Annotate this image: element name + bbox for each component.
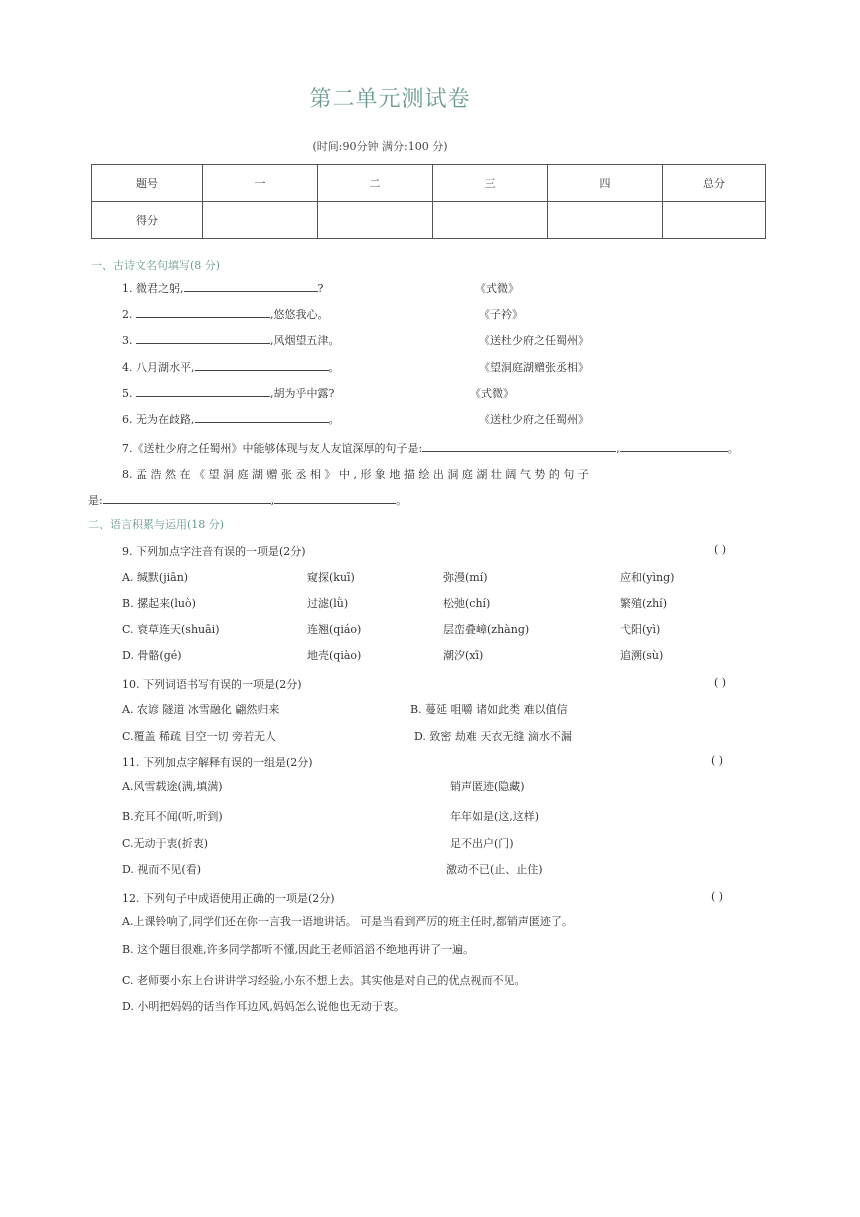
question-6: [122, 411, 340, 427]
question-2: [122, 306, 329, 322]
q7-end: 。: [727, 442, 739, 455]
q3-text: 3.: [122, 334, 136, 347]
q10-option-a: A. 农谚 隧道 冰雪融化 翩然归来: [122, 703, 280, 716]
answer-paren[interactable]: ( ): [711, 754, 724, 767]
q1-source: 《式微》: [475, 282, 519, 295]
q9-option-b-word: 过滤(lǜ): [307, 597, 349, 610]
q2-end: ,悠悠我心。: [270, 308, 329, 321]
answer-blank[interactable]: [620, 440, 728, 452]
score-header-cell: 题号: [92, 165, 203, 202]
q11-option-d: D. 视而不见(看): [122, 863, 202, 876]
q9-option-a: A. 缄默(jiān): [122, 571, 189, 584]
q6-text: 6. 无为在歧路,: [122, 413, 195, 426]
question-5: [122, 385, 334, 401]
q9-option-b: B. 摞起来(luò): [122, 597, 196, 610]
q11-option-a: A.风雪载途(满,填满): [122, 780, 223, 793]
q7-sep: ,: [616, 442, 620, 455]
q9-option-a-word: 弥漫(mí): [443, 571, 488, 584]
question-10-stem: 10. 下列词语书写有误的一项是(2分): [122, 678, 302, 691]
q11-option-a-2: 销声匿迹(隐藏): [450, 780, 525, 793]
answer-blank[interactable]: [136, 306, 270, 318]
q9-option-c: C. 衰草连天(shuāi): [122, 623, 220, 636]
score-header-cell: 四: [548, 165, 663, 202]
q3-source: 《送杜少府之任蜀州》: [479, 334, 589, 347]
question-8-line1: 8. 孟 浩 然 在 《 望 洞 庭 湖 赠 张 丞 相 》 中 , 形 象 地 描 绘 出 洞 庭 湖 壮 阔 气 势 的 句 子: [122, 468, 589, 481]
score-header-cell: 一: [203, 165, 318, 202]
score-table: [91, 164, 766, 239]
q12-option-d: D. 小明把妈妈的话当作耳边风,妈妈怎么说他也无动于衷。: [122, 1000, 405, 1013]
q9-option-b-word: 繁殖(zhí): [620, 597, 667, 610]
answer-paren[interactable]: ( ): [714, 676, 727, 689]
score-cell[interactable]: [663, 202, 766, 239]
answer-blank[interactable]: [195, 359, 329, 371]
q2-source: 《子衿》: [479, 308, 523, 321]
q2-text: 2.: [122, 308, 136, 321]
score-cell[interactable]: [548, 202, 663, 239]
question-11-stem: 11. 下列加点字解释有误的一组是(2分): [122, 756, 313, 769]
question-4: [122, 359, 340, 375]
q9-option-c-word: 弋阳(yì): [620, 623, 661, 636]
answer-blank[interactable]: [136, 385, 270, 397]
question-9-stem: 9. 下列加点字注音有误的一项是(2分): [122, 545, 306, 558]
q5-end: ,胡为乎中露?: [270, 387, 335, 400]
q12-option-b: B. 这个题目很难,许多同学都听不懂,因此王老师滔滔不绝地再讲了一遍。: [122, 943, 475, 956]
q3-end: ,风烟望五津。: [270, 334, 340, 347]
q8-end: 。: [396, 494, 408, 507]
score-header-cell: 二: [318, 165, 433, 202]
q11-option-c-2: 足不出户(门): [450, 837, 514, 850]
answer-blank[interactable]: [136, 332, 270, 344]
section-1-title: 一、古诗文名句填写(8 分): [91, 259, 221, 272]
q9-option-a-word: 窥探(kuī): [307, 571, 355, 584]
score-table-header-row: [92, 165, 766, 202]
q12-option-a: A.上课铃响了,同学们还在你一言我一语地讲话。 可是当看到严厉的班主任时,都销声匿迹了。: [122, 915, 573, 928]
q9-option-c-word: 连翘(qiáo): [307, 623, 362, 636]
question-1: [122, 280, 323, 296]
q9-option-c-word: 层峦叠嶂(zhàng): [443, 623, 530, 636]
q8-sep: ,: [270, 494, 275, 507]
page-title: 第二单元测试卷: [309, 87, 471, 112]
q7-text: 7.《送杜少府之任蜀州》中能够体现与友人友谊深厚的句子是:: [122, 442, 423, 455]
q4-text: 4. 八月湖水平,: [122, 361, 195, 374]
q9-option-b-word: 松弛(chí): [443, 597, 491, 610]
q9-option-a-word: 应和(yìng): [620, 571, 675, 584]
score-cell[interactable]: [203, 202, 318, 239]
question-12-stem: 12. 下列句子中成语使用正确的一项是(2分): [122, 892, 335, 905]
q5-source: 《式微》: [470, 387, 514, 400]
q9-option-d: D. 骨骼(gé): [122, 649, 182, 662]
question-7: [122, 440, 739, 456]
q6-source: 《送杜少府之任蜀州》: [479, 413, 589, 426]
answer-blank[interactable]: [274, 492, 396, 504]
score-row-label: 得分: [92, 202, 203, 239]
q4-end: 。: [328, 361, 340, 374]
q10-option-d: D. 致密 劫难 天衣无缝 滴水不漏: [414, 730, 572, 743]
score-cell[interactable]: [433, 202, 548, 239]
answer-paren[interactable]: ( ): [711, 890, 724, 903]
q11-option-b: B.充耳不闻(听,听到): [122, 810, 223, 823]
q8-prefix: 是:: [88, 494, 103, 507]
q4-source: 《望洞庭湖赠张丞相》: [479, 361, 589, 374]
q12-option-c: C. 老师要小东上台讲讲学习经验,小东不想上去。其实他是对自己的优点视而不见。: [122, 974, 526, 987]
q6-end: 。: [328, 413, 340, 426]
q11-option-b-2: 年年如是(这,这样): [450, 810, 540, 823]
q5-text: 5.: [122, 387, 136, 400]
q9-option-d-word: 潮汐(xī): [443, 649, 484, 662]
answer-blank[interactable]: [184, 280, 318, 292]
q1-text: 1. 微君之躬,: [122, 282, 184, 295]
score-header-cell: 总分: [663, 165, 766, 202]
answer-blank[interactable]: [195, 411, 329, 423]
score-table-score-row: [92, 202, 766, 239]
score-header-cell: 三: [433, 165, 548, 202]
q10-option-c: C.覆盖 稀疏 目空一切 旁若无人: [122, 730, 277, 743]
exam-info: (时间:90分钟 满分:100 分): [312, 140, 448, 153]
answer-blank[interactable]: [103, 492, 271, 504]
q11-option-d-2: 激动不已(止、止住): [446, 863, 543, 876]
answer-blank[interactable]: [422, 440, 616, 452]
section-2-title: 二、语言积累与运用(18 分): [88, 518, 225, 531]
score-cell[interactable]: [318, 202, 433, 239]
question-8-line2: [88, 492, 407, 508]
question-3: [122, 332, 340, 348]
q11-option-c: C.无动于衷(折衷): [122, 837, 209, 850]
q10-option-b: B. 蔓延 咀嚼 诸如此类 难以值信: [410, 703, 568, 716]
q9-option-d-word: 追溯(sù): [620, 649, 664, 662]
q9-option-d-word: 地壳(qiào): [307, 649, 362, 662]
answer-paren[interactable]: ( ): [714, 543, 727, 556]
q1-end: ?: [317, 282, 324, 295]
